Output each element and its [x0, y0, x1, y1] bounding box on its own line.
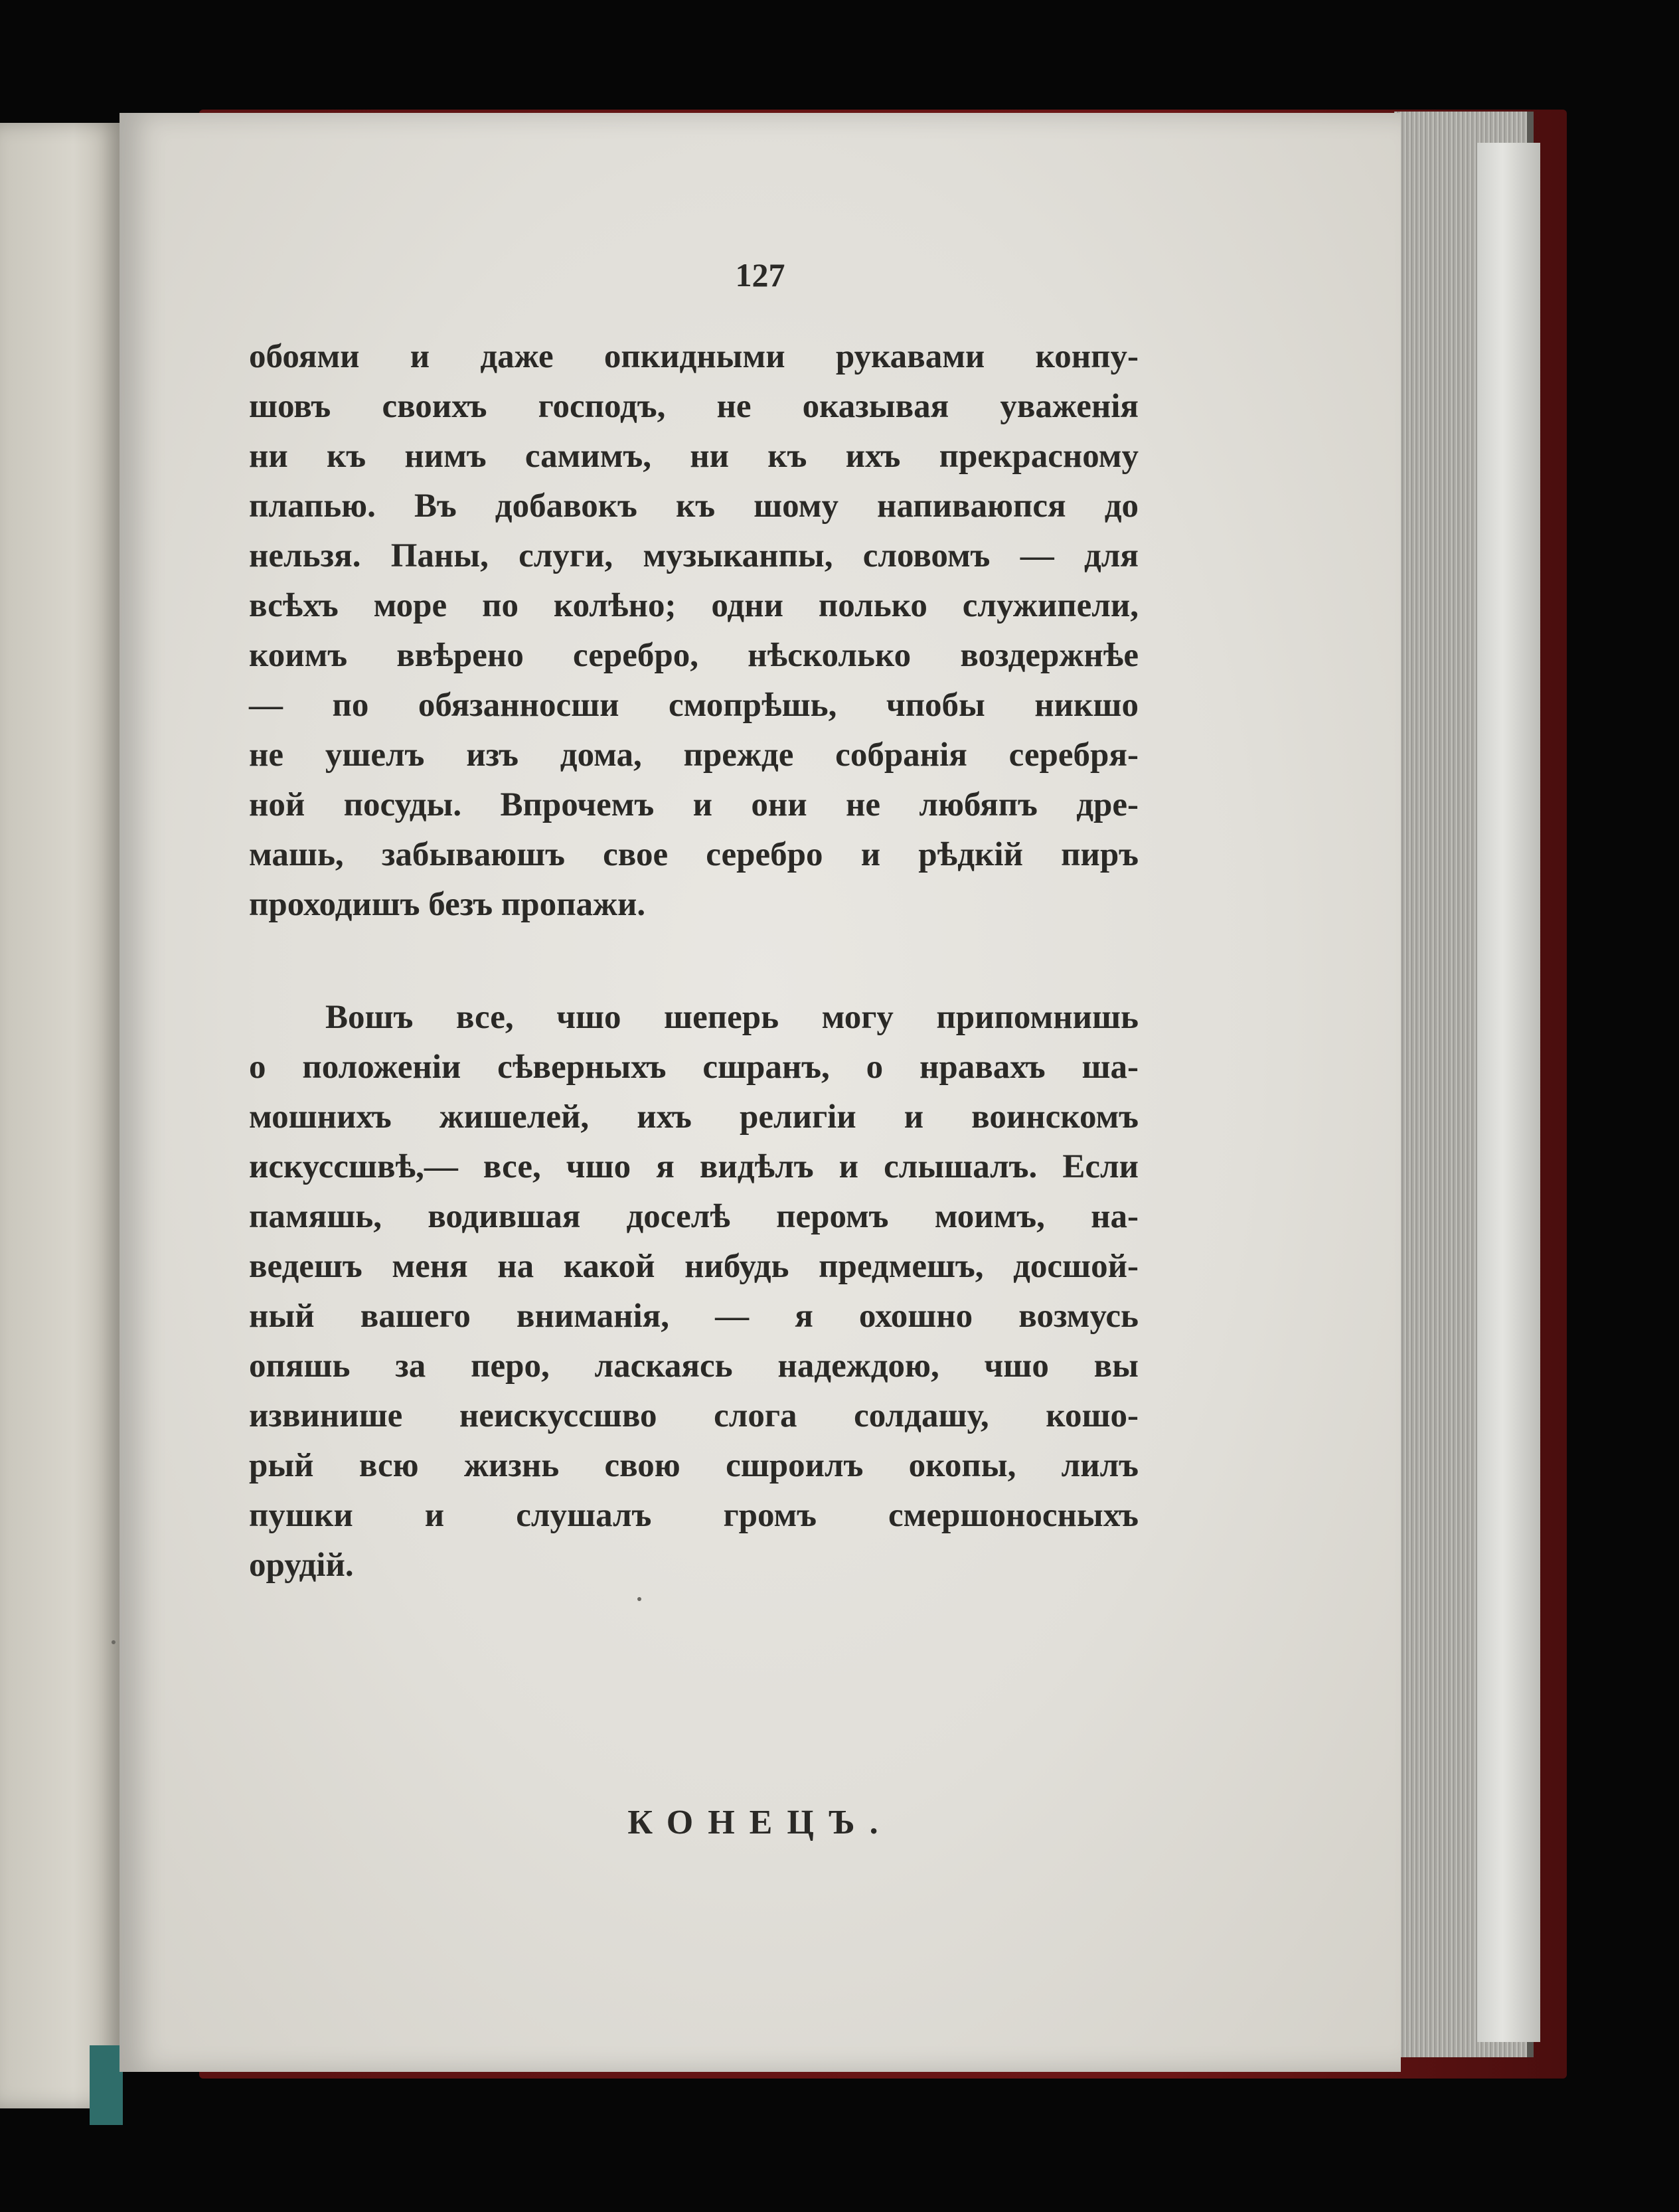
text-line: машь, забываюшъ свое серебро и рѣдкій пиръ [249, 836, 1139, 873]
text-line: ни къ нимъ самимъ, ни къ ихъ прекрасному [249, 438, 1139, 475]
page-number: 127 [735, 256, 785, 294]
text-line: о положеніи сѣверныхъ сшранъ, о нравахъ ша- [249, 1049, 1139, 1086]
text-line: ный вашего вниманія, — я охошно возмусь [249, 1298, 1139, 1335]
text-line: не ушелъ изъ дома, прежде собранія серебря- [249, 736, 1139, 774]
book-page [120, 113, 1401, 2072]
previous-page-edge [0, 123, 123, 2108]
text-line: пушки и слушалъ громъ смершоносныхъ [249, 1497, 1139, 1534]
ink-speck [637, 1597, 641, 1601]
paragraph-2 [249, 993, 1139, 1590]
endpaper-edge [90, 2045, 123, 2125]
text-line: орудій. [249, 1547, 354, 1584]
text-line: нельзя. Паны, слуги, музыканпы, словомъ — для [249, 537, 1139, 574]
paragraph-1 [249, 332, 1139, 930]
text-line: извинише неискуссшво слога солдашу, кошо- [249, 1397, 1139, 1434]
page-edges-inner [1477, 143, 1540, 2042]
text-line: рый всю жизнь свою сшроилъ окопы, лилъ [249, 1447, 1139, 1484]
text-line: искуссшвѣ,— все, чшо я видѣлъ и слышалъ. Если [249, 1148, 1139, 1185]
text-line: обоями и даже опкидными рукавами конпу- [249, 338, 1139, 375]
text-line: мошнихъ жишелей, ихъ религіи и воинскомъ [249, 1098, 1139, 1136]
ending-heading: КОНЕЦЪ. [627, 1804, 893, 1841]
text-line: плапью. Въ добавокъ къ шому напиваюпся до [249, 487, 1139, 525]
text-line: шовъ своихъ господъ, не оказывая уваженія [249, 388, 1139, 425]
text-line: коимъ ввѣрено серебро, нѣсколько воздержнѣе [249, 637, 1139, 674]
text-line: опяшь за перо, ласкаясь надеждою, чшо вы [249, 1347, 1139, 1385]
text-line: проходишъ безъ пропажи. [249, 886, 646, 923]
text-line: ведешъ меня на какой нибудь предмешъ, досшой- [249, 1248, 1139, 1285]
text-line: Вошъ все, чшо шеперь могу припомнишь [325, 999, 1139, 1036]
text-line: — по обязанносши смопрѣшь, чпобы никшо [249, 687, 1139, 724]
ink-speck [112, 1640, 116, 1644]
text-line: памяшь, водившая доселѣ перомъ моимъ, на- [249, 1198, 1139, 1235]
text-line: ной посуды. Впрочемъ и они не любяпъ дре- [249, 786, 1139, 823]
text-line: всѣхъ море по колѣно; одни полько служипели, [249, 587, 1139, 624]
